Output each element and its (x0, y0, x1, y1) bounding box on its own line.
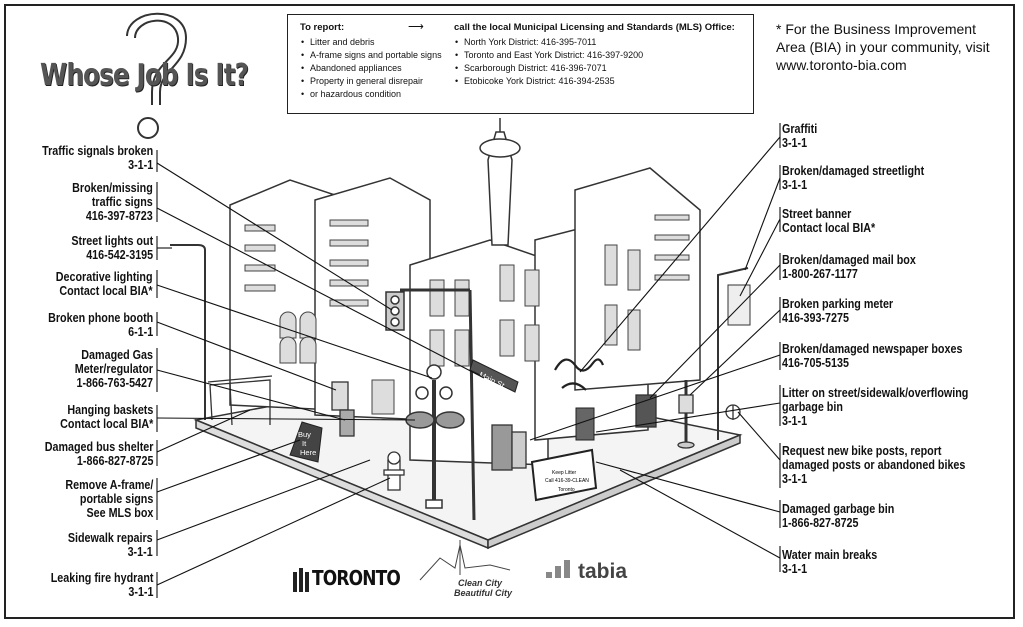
report-column (300, 21, 470, 101)
mail-box-icon (636, 395, 656, 427)
callout-text: Damaged Gas (81, 348, 153, 362)
callout-phone: Contact local BIA* (59, 284, 153, 298)
callout-traffic-signals (42, 144, 153, 172)
phone-booth-icon (332, 382, 348, 410)
callout-text: Water main breaks (782, 548, 878, 562)
clean-city-logo-icon (420, 540, 510, 580)
callout-gas-meter (75, 348, 153, 390)
callout-streetlight (782, 164, 924, 192)
callout-phone: 3-1-1 (782, 178, 808, 192)
callout-bus-shelter (44, 440, 153, 468)
clean-city-logo (440, 578, 512, 598)
report-item: • Property in general disrepair (300, 75, 470, 88)
callout-phone: See MLS box (86, 506, 153, 520)
callout-text: Street banner (782, 207, 852, 221)
callout-text: Broken phone booth (47, 311, 153, 325)
callout-text: garbage bin (782, 400, 843, 414)
callout-phone: 416-705-5135 (782, 356, 849, 370)
callout-phone: 416-393-7275 (782, 311, 849, 325)
callout-text: Decorative lighting (56, 270, 153, 284)
callout-street-banner (782, 207, 875, 235)
report-item-continued: • or hazardous condition (300, 88, 470, 101)
arrow-icon: ⟶ (408, 21, 424, 33)
toronto-logo: TORONTO (312, 566, 400, 590)
toronto-logo-icon (293, 568, 309, 592)
callout-text: Hanging baskets (66, 403, 153, 417)
tabia-logo-icon (546, 560, 570, 578)
callout-phone: Contact local BIA* (59, 417, 153, 431)
callout-phone: 416-542-3195 (86, 248, 153, 262)
callout-hanging-baskets (60, 403, 153, 431)
district-phone: • Toronto and East York District: 416-397-9200 (454, 49, 749, 62)
district-phone: • North York District: 416-395-7011 (454, 36, 749, 49)
callout-text: Broken/damaged streetlight (782, 164, 925, 178)
a-frame-line-2: It (302, 439, 307, 448)
callout-phone: 1-866-763-5427 (76, 376, 153, 390)
garbage-sign-line-3: Toronto (558, 487, 575, 493)
callout-text: Damaged bus shelter (44, 440, 153, 454)
street-sign-label: Main St (477, 370, 506, 391)
callout-phone: 416-397-8723 (86, 209, 153, 223)
callout-text: Leaking fire hydrant (50, 571, 153, 585)
callout-street-lights (71, 234, 153, 262)
callout-fire-hydrant (50, 571, 153, 599)
callout-sidewalk (68, 531, 153, 559)
callout-text: Traffic signals broken (41, 144, 153, 158)
callout-text: damaged posts or abandoned bikes (782, 458, 966, 472)
callout-phone: 3-1-1 (782, 562, 808, 576)
report-item: • A-frame signs and portable signs (300, 49, 470, 62)
callout-text: Broken/missing (72, 181, 153, 195)
callout-phone: 3-1-1 (782, 136, 808, 150)
callout-text: portable signs (79, 492, 153, 506)
callout-traffic-signs (72, 181, 153, 223)
poster-title: Whose Job Is It? (40, 58, 249, 93)
callout-text: Request new bike posts, report (782, 444, 942, 458)
tabia-logo: tabia (578, 560, 628, 583)
callout-text: Damaged garbage bin (782, 502, 895, 516)
clean-city-line-1: Clean City (458, 578, 503, 588)
callout-text: Litter on street/sidewalk/overflowing (782, 386, 969, 400)
newspaper-boxes-icon (492, 425, 526, 470)
a-frame-line-1: Buy (298, 430, 311, 439)
callout-phone: 6-1-1 (127, 325, 153, 339)
district-phone: • Etobicoke York District: 416-394-2535 (454, 75, 749, 88)
callout-newspaper-boxes (782, 342, 962, 370)
callout-text: Graffiti (782, 122, 818, 136)
streetlight-left-icon (170, 245, 205, 420)
call-header: call the local Municipal Licensing and Standards (MLS) Office: (454, 22, 735, 33)
callout-phone: 1-866-827-8725 (76, 454, 153, 468)
callout-phone: 1-866-827-8725 (782, 516, 859, 530)
callout-bike-posts (782, 444, 965, 486)
callout-text: traffic signs (92, 195, 153, 209)
callout-a-frame (65, 478, 153, 520)
callout-mail-box (782, 253, 916, 281)
garbage-sign-line-2: Call 416-39-CLEAN (545, 478, 589, 484)
district-column (454, 21, 749, 88)
report-header: To report: (300, 22, 345, 33)
callout-text: Broken/damaged mail box (782, 253, 916, 267)
garbage-sign-line-1: Keep Litter (552, 470, 577, 476)
callout-garbage-bin (782, 502, 894, 530)
district-phone: • Scarborough District: 416-396-7071 (454, 62, 749, 75)
clean-city-line-2: Beautiful City (454, 588, 513, 598)
mls-info-box (287, 14, 754, 114)
callout-phone-booth (48, 311, 153, 339)
gas-meter-icon (340, 410, 354, 436)
callout-litter (782, 386, 968, 428)
callout-text: Street lights out (71, 234, 153, 248)
callout-phone: 3-1-1 (127, 545, 153, 559)
callout-phone: 3-1-1 (782, 472, 808, 486)
callout-text: Broken/damaged newspaper boxes (782, 342, 963, 356)
callout-phone: Contact local BIA* (782, 221, 876, 235)
callout-text: Meter/regulator (74, 362, 153, 376)
callout-text: Remove A-frame/ (64, 478, 153, 492)
callout-water-main (782, 548, 877, 576)
bia-note: * For the Business Improvement Area (BIA) in your community, visit www.toronto-bia.com (776, 21, 990, 73)
callout-phone: 3-1-1 (782, 414, 808, 428)
a-frame-line-3: Here (300, 448, 317, 457)
report-item: • Abandoned appliances (300, 62, 470, 75)
cn-tower-icon (480, 118, 520, 245)
callout-phone: 3-1-1 (127, 158, 153, 172)
callout-decorative-lighting (56, 270, 153, 298)
callout-graffiti (782, 122, 817, 150)
report-item: • Litter and debris (300, 36, 470, 49)
callout-text: Sidewalk repairs (68, 531, 153, 545)
callout-parking-meter (782, 297, 893, 325)
callout-phone: 1-800-267-1177 (782, 267, 858, 281)
callout-text: Broken parking meter (782, 297, 894, 311)
callout-phone: 3-1-1 (127, 585, 153, 599)
